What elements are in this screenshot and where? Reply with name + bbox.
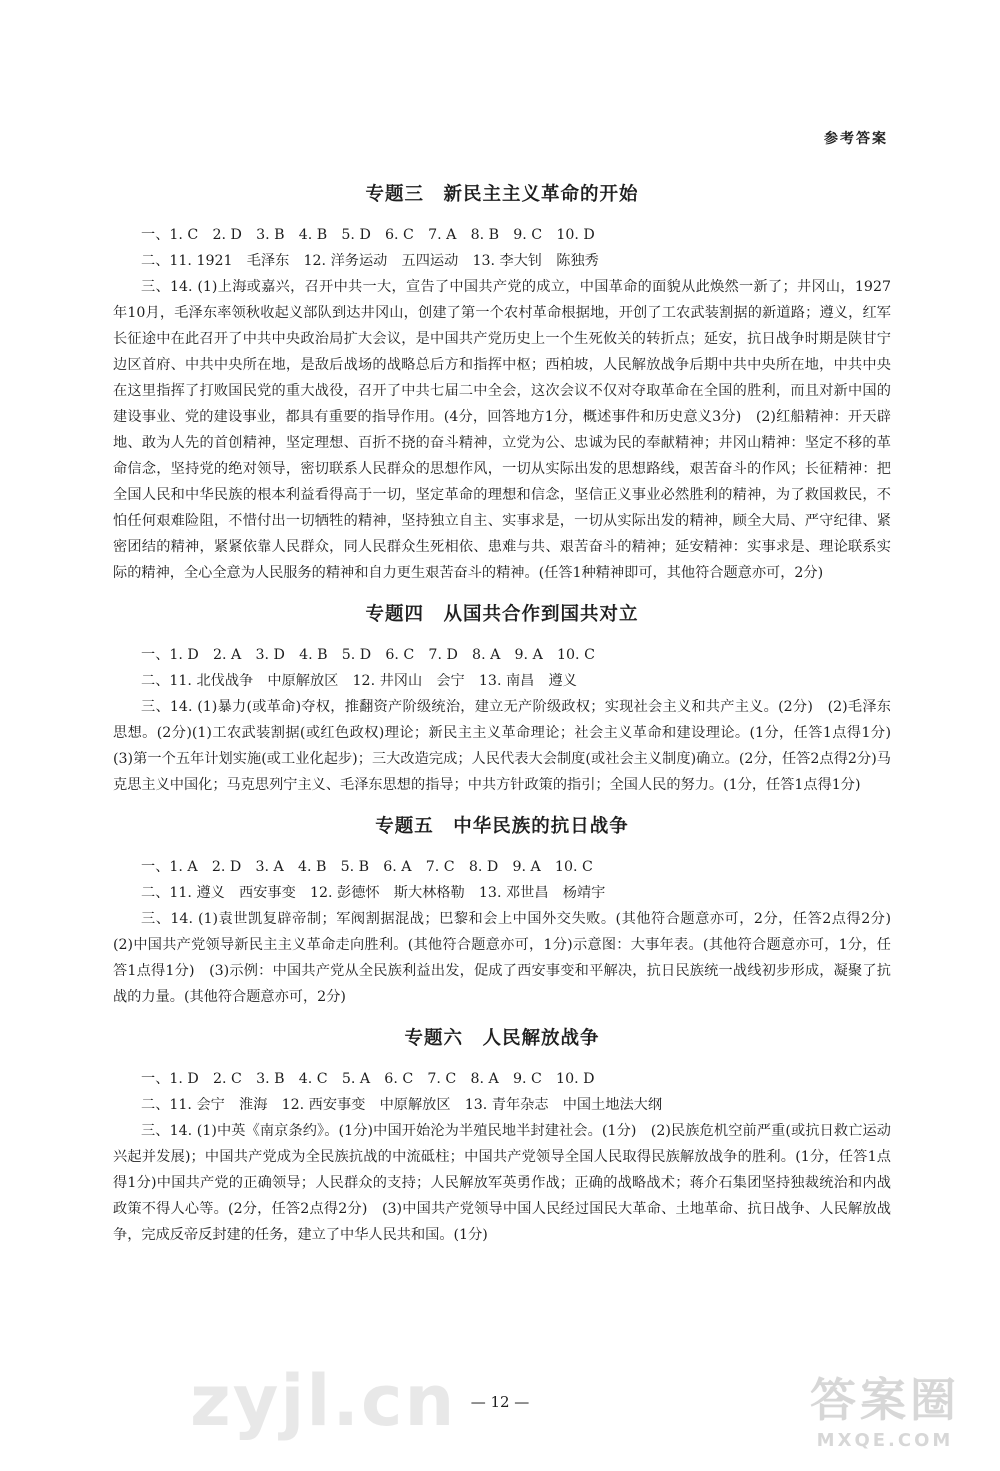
answer-line: 二、11. 会宁 淮海 12. 西安事变 中原解放区 13. 青年杂志 中国土地法大纲 <box>141 1097 663 1113</box>
watermark-zyjl: zyjl.cn <box>190 1360 457 1442</box>
answer-paragraph: 三、14. (1)暴力(或革命)夺权，推翻资产阶级统治，建立无产阶级政权；实现社会主义和共产主义。(2分) (2)毛泽东思想。(2分)(1)工农武装割据(或红色政权)理论；新民主主义革命理论；社会主义革命和建设理论。(1分，任答1点得1分) (3)第一个五年计划实施(或工业化起步)；三大改造完成；人民代表大会制度(或社会主义制度)确立。(2分，任答2点得2分)马克思主义中国化；马克思列宁主义、毛泽东思想的指导；中共方针政策的指引；全国人民的努力。(1分，任答1点得1分) <box>113 699 906 793</box>
watermark-mxqe-logo <box>810 1364 960 1451</box>
answer-line: 二、11. 遵义 西安事变 12. 彭德怀 斯大林格勒 13. 邓世昌 杨靖宇 <box>141 885 606 901</box>
answer-paragraph: 三、14. (1)中英《南京条约》。(1分)中国开始沦为半殖民地半封建社会。(1分) (2)民族危机空前严重(或抗日救亡运动兴起并发展)；中国共产党成为全民族抗战的中流砥柱；中国共产党领导全国人民取得民族解放战争的胜利。(1分，任答1点得1分)中国共产党的正确领导；人民群众的支持；人民解放军英勇作战；正确的战略战术；蒋介石集团坚持独裁统治和内战政策不得人心等。(2分，任答2点得2分) (3)中国共产党领导中国人民经过国民大革命、土地革命、抗日战争、人民解放战争，完成反帝反封建的任务，建立了中华人民共和国。(1分) <box>113 1123 891 1243</box>
answer-paragraph: 三、14. (1)袁世凯复辟帝制；军阀割据混战；巴黎和会上中国外交失败。(其他符合题意亦可，2分，任答2点得2分) (2)中国共产党领导新民主主义革命走向胜利。(其他符合题意亦可，1分)示意图：大事年表。(其他符合题意亦可，1分，任答1点得1分) (3)示例：中国共产党从全民族利益出发，促成了西安事变和平解决，抗日民族统一战线初步形成，凝聚了抗战的力量。(其他符合题意亦可，2分) <box>113 911 906 1005</box>
section <box>113 598 906 798</box>
watermark-site: MXQE.COM <box>816 1430 954 1451</box>
section-title: 专题四 从国共合作到国共对立 <box>365 604 639 625</box>
section <box>113 810 906 1010</box>
answer-paragraph: 三、14. (1)上海或嘉兴，召开中共一大，宣告了中国共产党的成立，中国革命的面貌从此焕然一新了；井冈山，1927年10月，毛泽东率领秋收起义部队到达井冈山，创建了第一个农村革命根据地，开创了工农武装割据的新道路；遵义，红军长征途中在此召开了中共中央政治局扩大会议，是中国共产党历史上一个生死攸关的转折点；延安，抗日战争时期是陕甘宁边区首府、中共中央所在地，是敌后战场的战略总后方和指挥中枢；西柏坡，人民解放战争后期中共中央所在地，中共中央在这里指挥了打败国民党的重大战役，召开了中共七届二中全会，这次会议不仅对夺取革命在全国的胜利，而且对新中国的建设事业、党的建设事业，都具有重要的指导作用。(4分，回答地方1分，概述事件和历史意义3分) (2)红船精神：开天辟地、敢为人先的首创精神，坚定理想、百折不挠的奋斗精神，立党为公、忠诚为民的奉献精神；井冈山精神：坚定不移的革命信念，坚持党的绝对领导，密切联系人民群众的思想作风，一切从实际出发的思想路线，艰苦奋斗的作风；长征精神：把全国人民和中华民族的根本利益看得高于一切，坚定革命的理想和信念，坚信正义事业必然胜利的精神，为了救国救民，不怕任何艰难险阻，不惜付出一切牺牲的精神，坚持独立自主、实事求是，一切从实际出发的精神，顾全大局、严守纪律、紧密团结的精神，紧紧依靠人民群众，同人民群众生死相依、患难与共、艰苦奋斗的精神；延安精神：实事求是、理论联系实际的精神，全心全意为人民服务的精神和自力更生艰苦奋斗的精神。(任答1种精神即可，其他符合题意亦可，2分) <box>113 279 891 581</box>
section-title: 专题六 人民解放战争 <box>404 1028 600 1049</box>
answer-line: 一、1. C 2. D 3. B 4. B 5. D 6. C 7. A 8. B 9. C 10. D <box>141 227 595 243</box>
header-label: 参考答案 <box>824 131 888 147</box>
section <box>113 178 891 586</box>
answer-line: 二、11. 北伐战争 中原解放区 12. 井冈山 会宁 13. 南昌 遵义 <box>141 673 577 689</box>
answer-line: 一、1. D 2. C 3. B 4. C 5. A 6. C 7. C 8. A 9. C 10. D <box>141 1071 595 1087</box>
answer-line: 二、11. 1921 毛泽东 12. 洋务运动 五四运动 13. 李大钊 陈独秀 <box>141 253 599 269</box>
answer-line: 一、1. A 2. D 3. A 4. B 5. B 6. A 7. C 8. D 9. A 10. C <box>141 859 593 875</box>
answer-line: 一、1. D 2. A 3. D 4. B 5. D 6. C 7. D 8. A 9. A 10. C <box>141 647 595 663</box>
page-number: — 12 — <box>470 1393 530 1411</box>
section-title: 专题三 新民主主义革命的开始 <box>365 184 639 205</box>
answer-content <box>113 178 906 1260</box>
watermark-brand: 答案圈 <box>810 1373 960 1427</box>
section <box>113 1022 891 1248</box>
section-title: 专题五 中华民族的抗日战争 <box>375 816 629 837</box>
